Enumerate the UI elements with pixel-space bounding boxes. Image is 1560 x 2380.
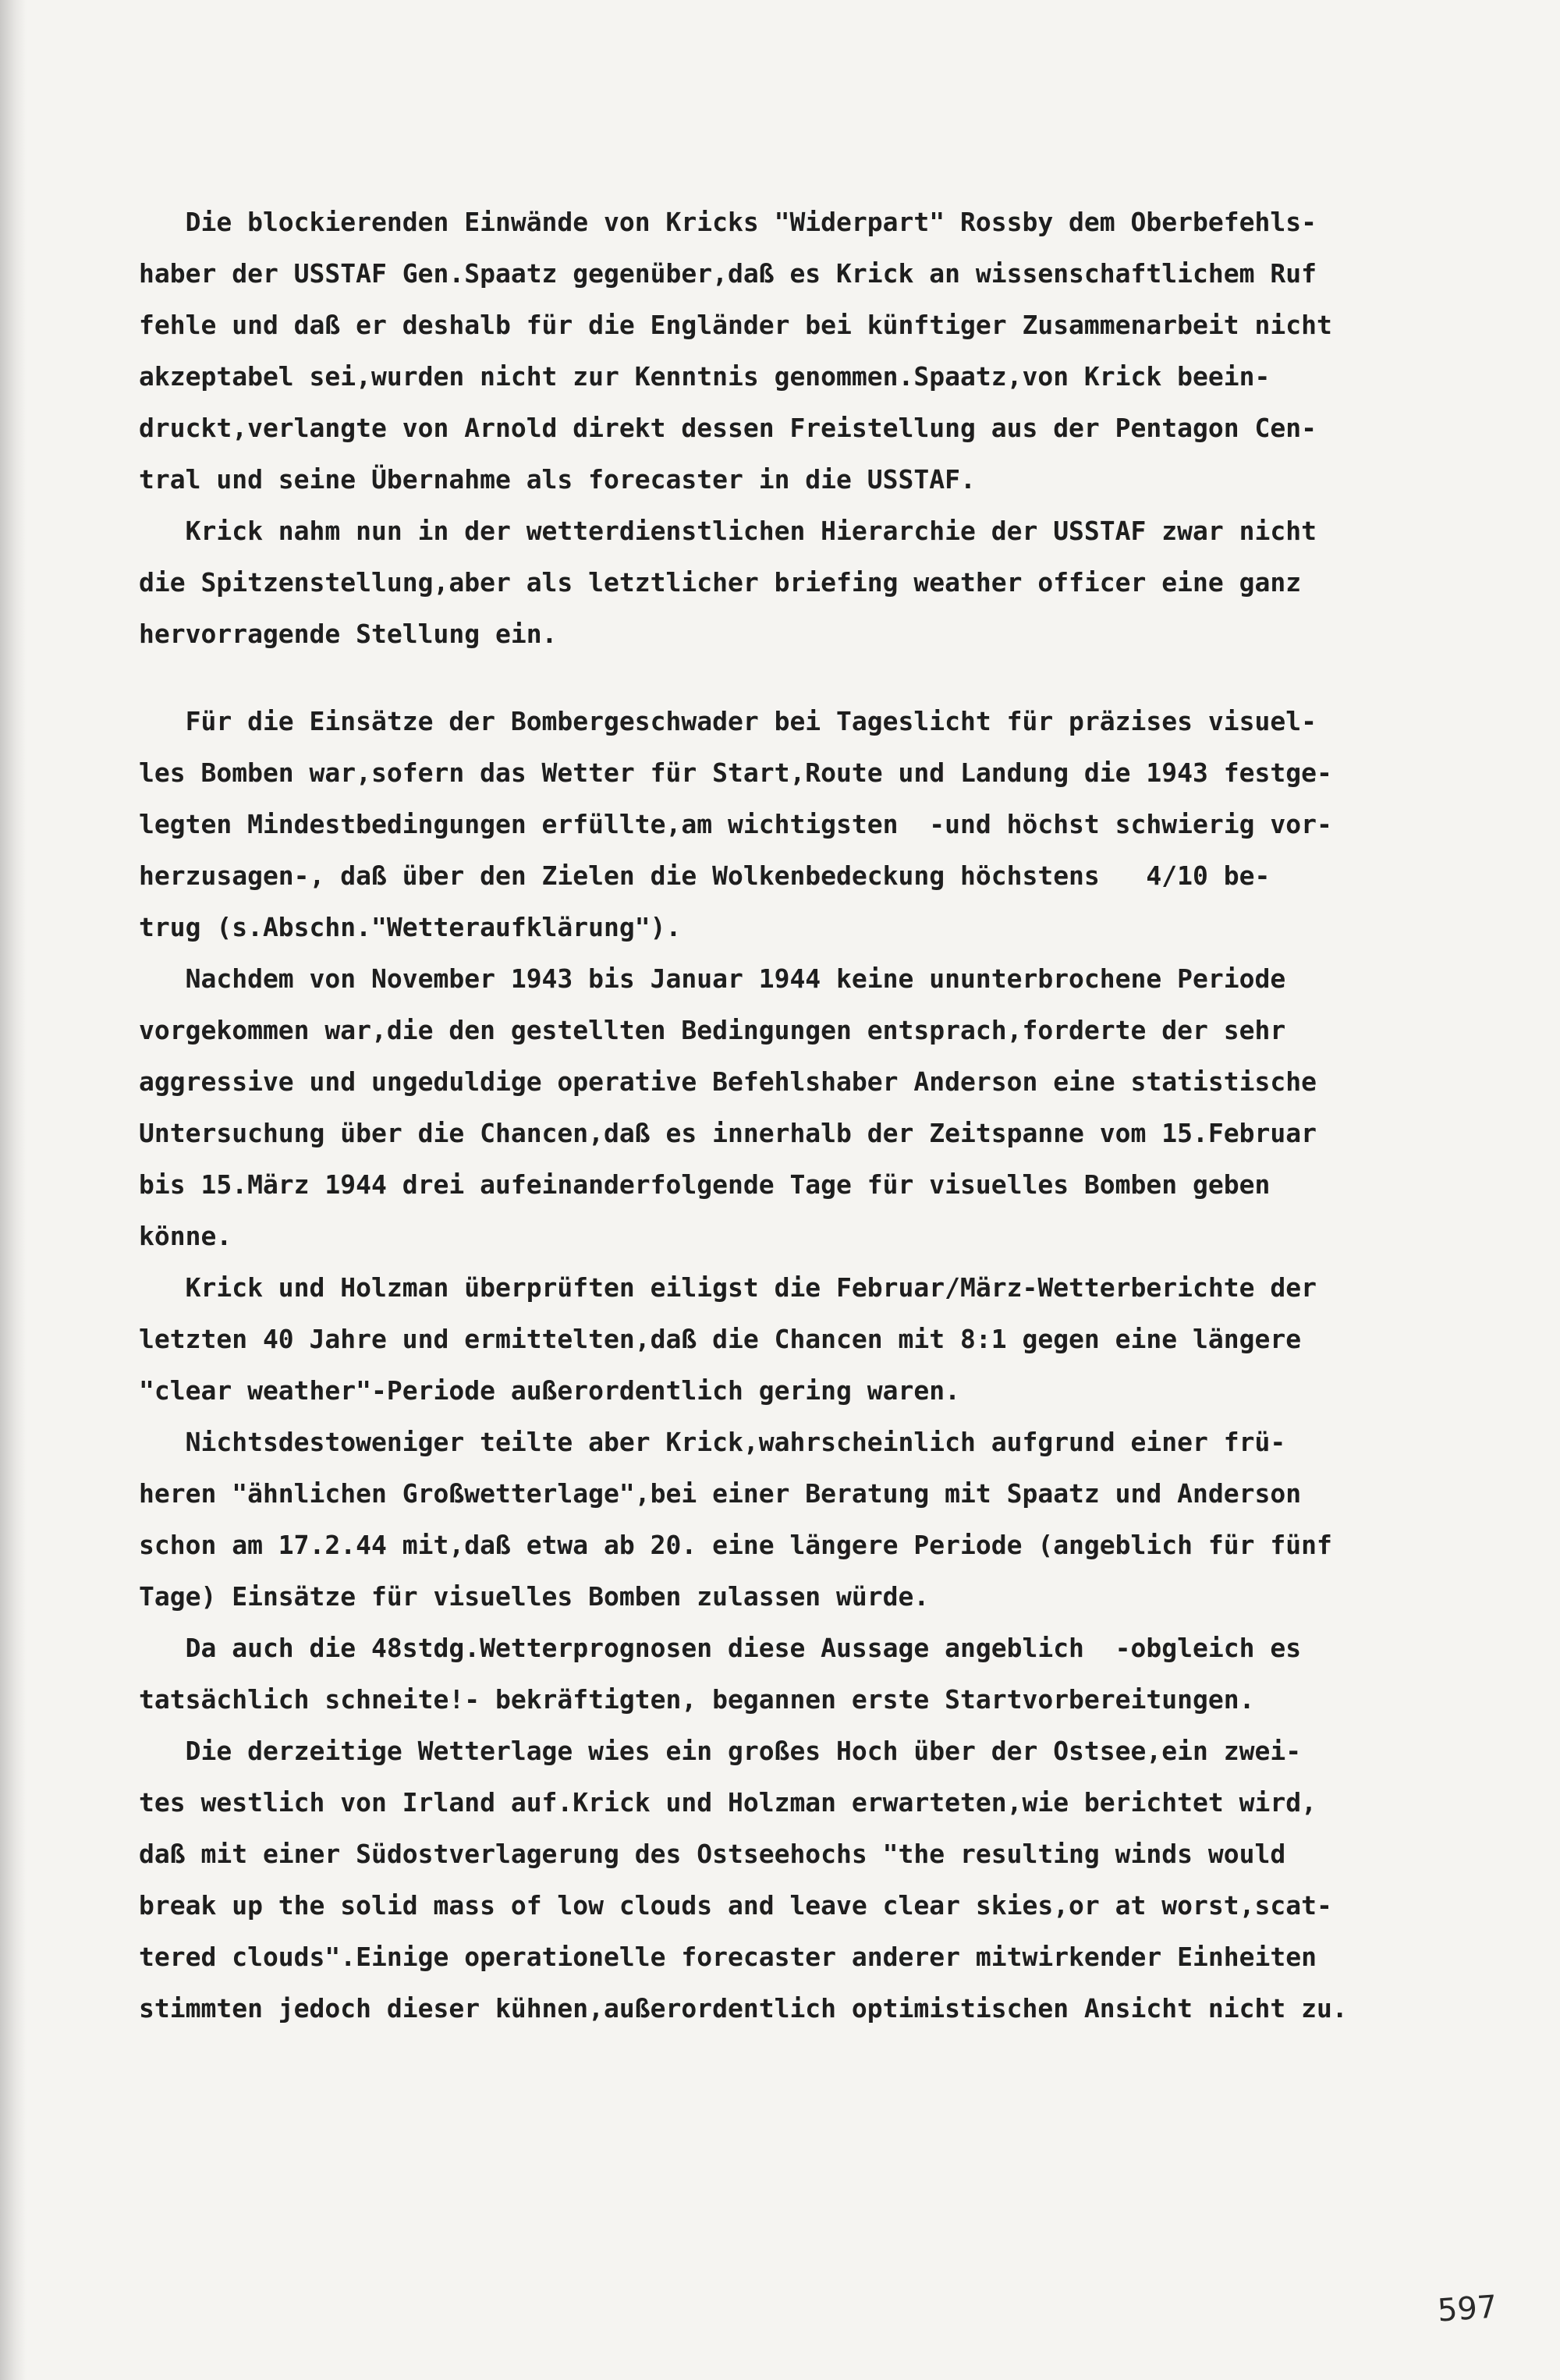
text-line: break up the solid mass of low clouds and leave clear skies,or at worst,scat- bbox=[139, 1890, 1332, 1921]
text-line: die Spitzenstellung,aber als letztlicher briefing weather officer eine ganz bbox=[139, 567, 1302, 598]
text-line: trug (s.Abschn."Wetteraufklärung"). bbox=[139, 912, 682, 942]
text-line: daß mit einer Südostverlagerung des Ostseehochs "the resulting winds would bbox=[139, 1839, 1286, 1869]
paragraph-gap bbox=[139, 660, 1473, 696]
text-line: heren "ähnlichen Großwetterlage",bei einer Beratung mit Spaatz und Anderson bbox=[139, 1478, 1302, 1509]
text-line: tral und seine Übernahme als forecaster in die USSTAF. bbox=[139, 464, 976, 495]
text-line: les Bomben war,sofern das Wetter für Start,Route und Landung die 1943 festge- bbox=[139, 757, 1332, 788]
text-line: herzusagen-, daß über den Zielen die Wolkenbedeckung höchstens 4/10 be- bbox=[139, 860, 1271, 891]
text-line: Tage) Einsätze für visuelles Bomben zulassen würde. bbox=[139, 1581, 930, 1612]
text-line: Krick nahm nun in der wetterdienstlichen Hierarchie der USSTAF zwar nicht bbox=[139, 516, 1317, 546]
text-line: Untersuchung über die Chancen,daß es innerhalb der Zeitspanne vom 15.Februar bbox=[139, 1118, 1317, 1148]
text-line: tes westlich von Irland auf.Krick und Holzman erwarteten,wie berichtet wird, bbox=[139, 1787, 1317, 1818]
text-line: akzeptabel sei,wurden nicht zur Kenntnis genommen.Spaatz,von Krick beein- bbox=[139, 361, 1271, 392]
text-line: Die blockierenden Einwände von Kricks "Widerpart" Rossby dem Oberbefehls- bbox=[139, 207, 1317, 237]
text-line: Nachdem von November 1943 bis Januar 1944 keine ununterbrochene Periode bbox=[139, 963, 1286, 994]
text-line: vorgekommen war,die den gestellten Bedingungen entsprach,forderte der sehr bbox=[139, 1015, 1286, 1045]
text-line: tatsächlich schneite!- bekräftigten, begannen erste Startvorbereitungen. bbox=[139, 1684, 1255, 1715]
text-line: druckt,verlangte von Arnold direkt dessen Freistellung aus der Pentagon Cen- bbox=[139, 413, 1317, 443]
binding-shadow bbox=[0, 0, 27, 2380]
text-line: Die derzeitige Wetterlage wies ein großes Hoch über der Ostsee,ein zwei- bbox=[139, 1736, 1302, 1766]
text-line: haber der USSTAF Gen.Spaatz gegenüber,daß es Krick an wissenschaftlichem Ruf bbox=[139, 258, 1317, 289]
page-number: 597 bbox=[1436, 2289, 1498, 2329]
text-line: legten Mindestbedingungen erfüllte,am wichtigsten -und höchst schwierig vor- bbox=[139, 809, 1332, 839]
text-line: fehle und daß er deshalb für die Engländer bei künftiger Zusammenarbeit nicht bbox=[139, 310, 1332, 340]
text-line: "clear weather"-Periode außerordentlich gering waren. bbox=[139, 1375, 960, 1406]
text-line: schon am 17.2.44 mit,daß etwa ab 20. eine längere Periode (angeblich für fünf bbox=[139, 1530, 1332, 1560]
text-line: letzten 40 Jahre und ermittelten,daß die Chancen mit 8:1 gegen eine längere bbox=[139, 1324, 1302, 1354]
text-line: Da auch die 48stdg.Wetterprognosen diese Aussage angeblich -obgleich es bbox=[139, 1633, 1302, 1663]
text-line: tered clouds".Einige operationelle forecaster anderer mitwirkender Einheiten bbox=[139, 1942, 1317, 1972]
text-line: Für die Einsätze der Bombergeschwader bei Tageslicht für präzises visuel- bbox=[139, 706, 1317, 736]
text-line: stimmten jedoch dieser kühnen,außerordentlich optimistischen Ansicht nicht zu. bbox=[139, 1993, 1348, 2024]
text-line: bis 15.März 1944 drei aufeinanderfolgende Tage für visuelles Bomben geben bbox=[139, 1169, 1271, 1200]
text-line: Nichtsdestoweniger teilte aber Krick,wahrscheinlich aufgrund einer frü- bbox=[139, 1427, 1286, 1457]
body-text bbox=[139, 197, 1473, 2034]
text-line: hervorragende Stellung ein. bbox=[139, 619, 558, 649]
text-line: könne. bbox=[139, 1221, 232, 1251]
text-line: aggressive und ungeduldige operative Befehlshaber Anderson eine statistische bbox=[139, 1066, 1317, 1097]
text-line: Krick und Holzman überprüften eiligst die Februar/März-Wetterberichte der bbox=[139, 1272, 1317, 1303]
